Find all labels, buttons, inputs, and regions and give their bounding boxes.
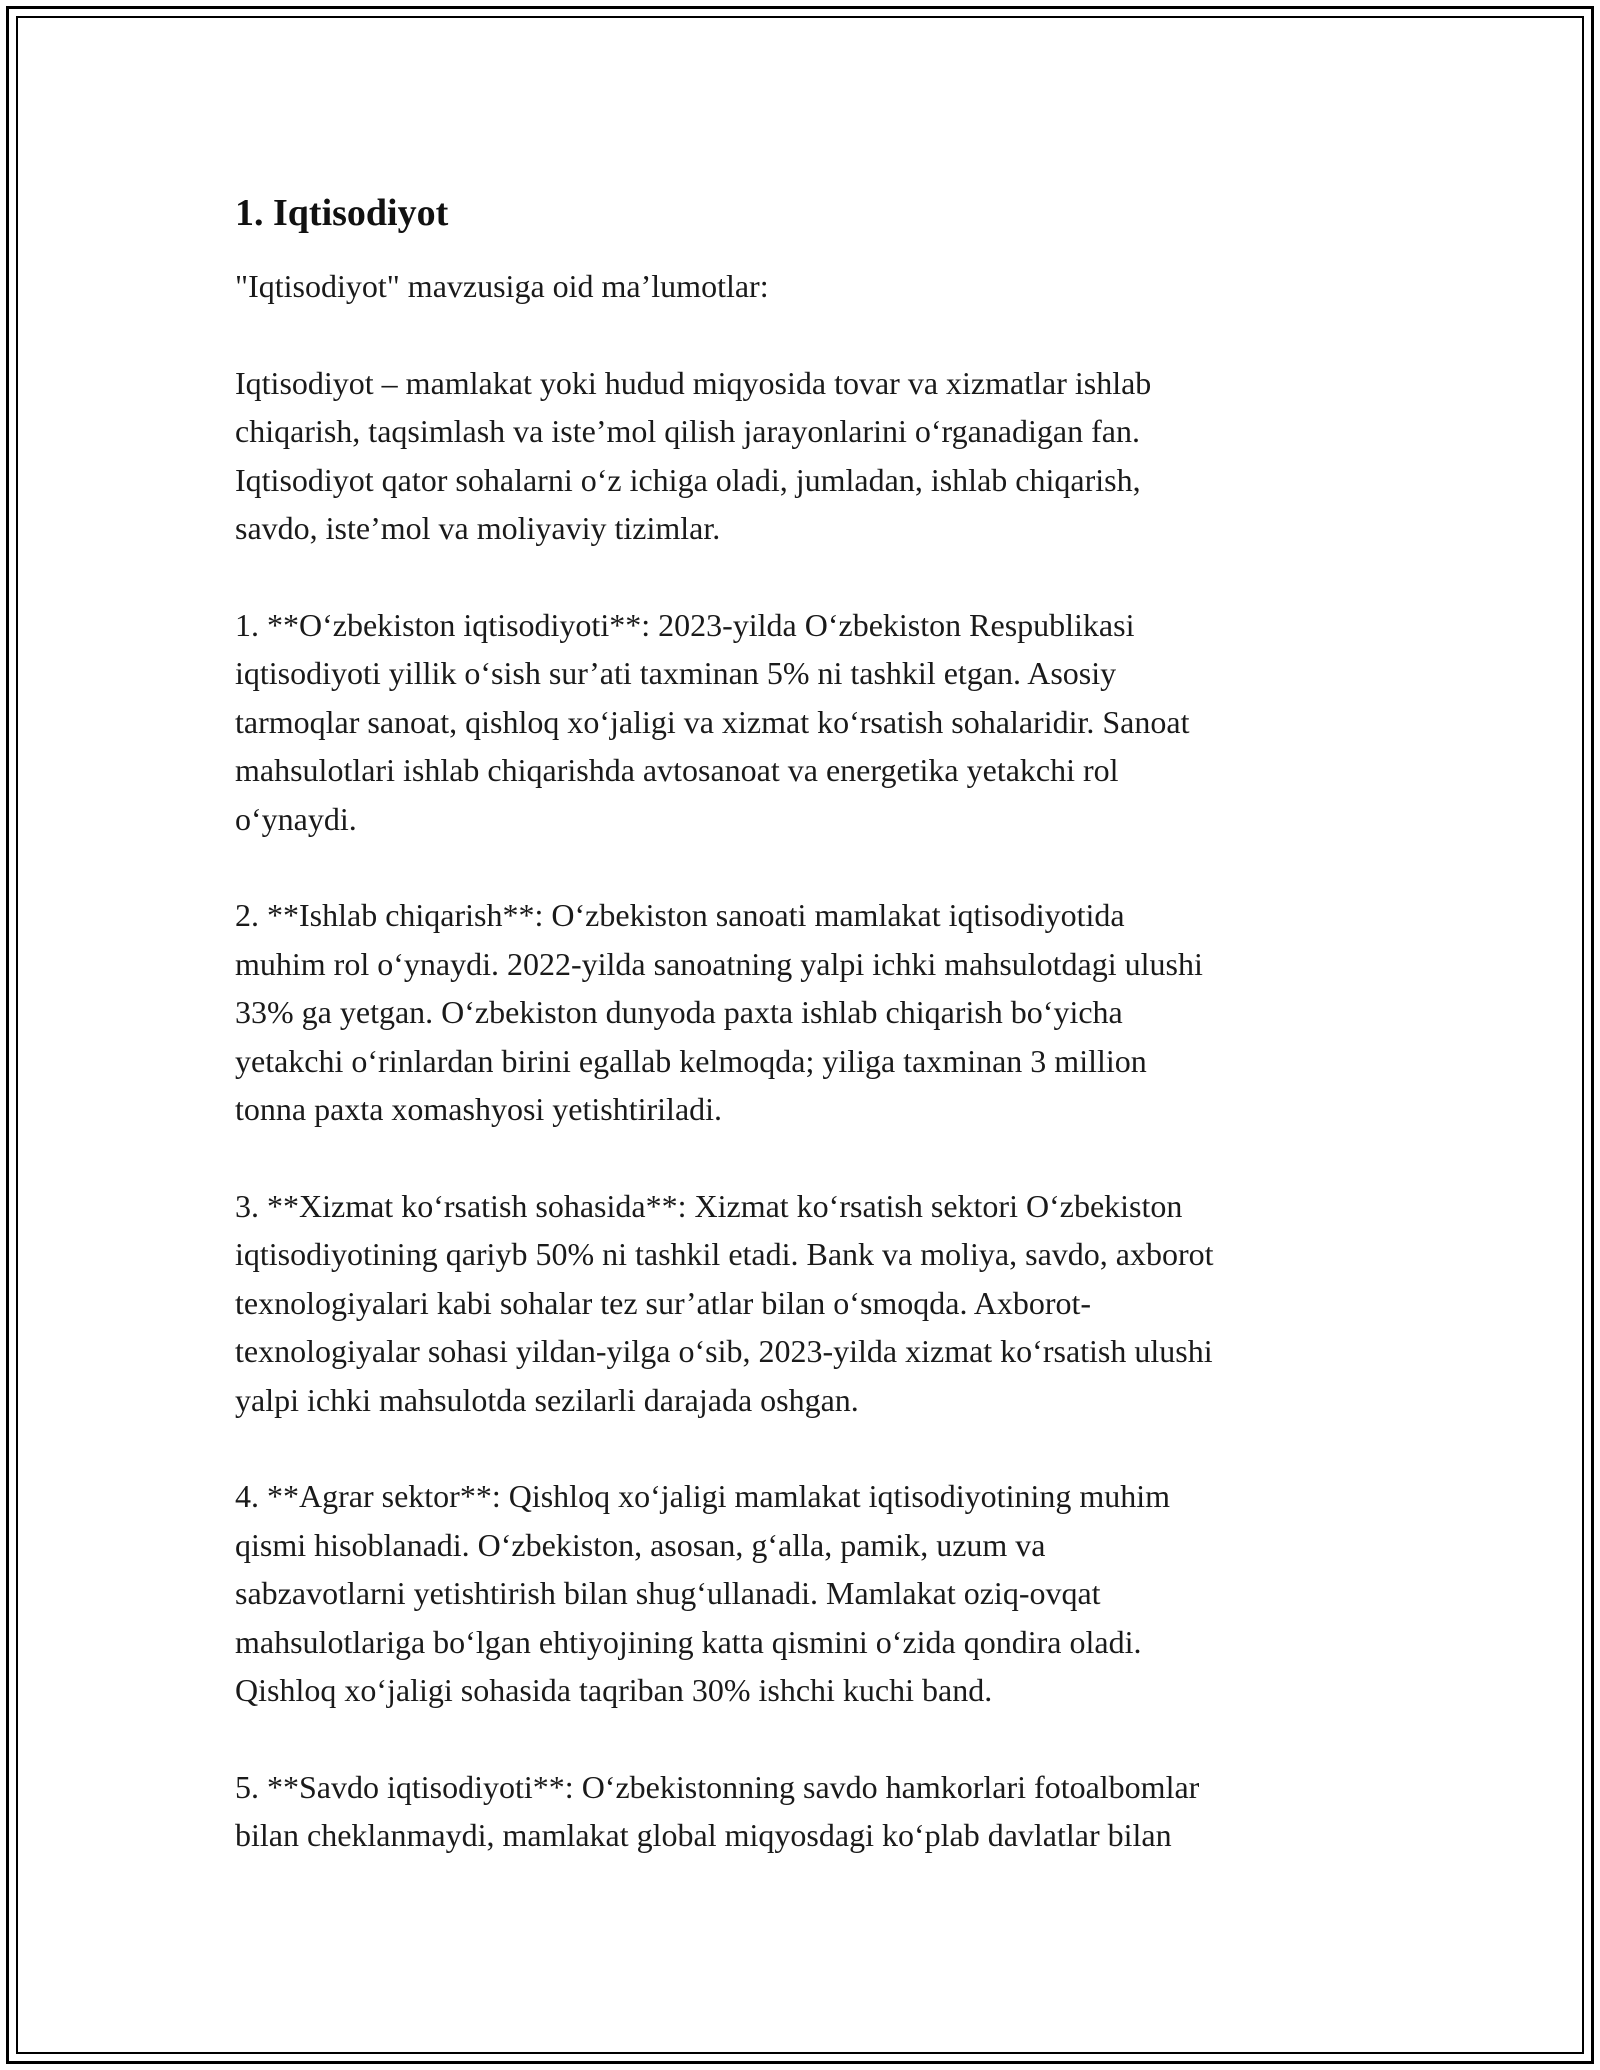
section-heading: 1. Iqtisodiyot — [235, 192, 449, 234]
paragraph-uzbekistan-economy: 1. **O‘zbekiston iqtisodiyoti**: 2023-yilda O‘zbekiston Respublikasi iqtisodiyoti yillik o‘sish sur’ati taxminan 5% ni tashkil etgan. Asosiy tarmoqlar sanoat, qishloq xo‘jaligi va xizmat ko‘rsatish sohalaridir. Sanoat mahsulotlari ishlab chiqarishda avtosanoat va energetika yetakchi rol o‘ynaydi. — [235, 606, 1190, 837]
paragraph-production: 2. **Ishlab chiqarish**: O‘zbekiston sanoati mamlakat iqtisodiyotida muhim rol o‘ynaydi. 2022-yilda sanoatning yalpi ichki mahsulotdagi ulushi 33% ga yetgan. O‘zbekiston dunyoda paxta ishlab chiqarish bo‘yicha yetakchi o‘rinlardan birini egallab kelmoqda; yiliga taxminan 3 million tonna paxta xomashyosi yetishtiriladi. — [235, 897, 1203, 1127]
paragraph-definition: Iqtisodiyot – mamlakat yoki hudud miqyosida tovar va xizmatlar ishlab chiqarish, taqsimlash va iste’mol qilish jarayonlarini o‘rganadigan fan. Iqtisodiyot qator sohalarni o‘z ichiga oladi, jumladan, ishlab chiqarish, savdo, iste’mol va moliyaviy tizimlar. — [235, 364, 1152, 546]
paragraph-agrarian: 4. **Agrar sektor**: Qishloq xo‘jaligi mamlakat iqtisodiyotining muhim qismi hisoblanadi. O‘zbekiston, asosan, g‘alla, pamik, uzum va sabzavotlarni yetishtirish bilan shug‘ullanadi. Mamlakat oziq-ovqat mahsulotlariga bo‘lgan ehtiyojining katta qismini o‘zida qondira oladi. Qishloq xo‘jaligi sohasida taqriban 30% ishchi kuchi band. — [235, 1478, 1171, 1708]
document-body — [235, 186, 1375, 1860]
paragraph-trade: 5. **Savdo iqtisodiyoti**: O‘zbekistonning savdo hamkorlari fotoalbomlar bilan cheklanmaydi, mamlakat global miqyosdagi ko‘plab davlatlar bilan — [235, 1768, 1200, 1853]
intro-line: "Iqtisodiyot" mavzusiga oid ma’lumotlar: — [235, 268, 769, 304]
paragraph-services: 3. **Xizmat ko‘rsatish sohasida**: Xizmat ko‘rsatish sektori O‘zbekiston iqtisodiyotining qariyb 50% ni tashkil etadi. Bank va moliya, savdo, axborot texnologiyalari kabi sohalar tez sur’atlar bilan o‘smoqda. Axborot- texnologiyalar sohasi yildan-yilga o‘sib, 2023-yilda xizmat ko‘rsatish ulushi yalpi ichki mahsulotda sezilarli darajada oshgan. — [235, 1187, 1214, 1418]
